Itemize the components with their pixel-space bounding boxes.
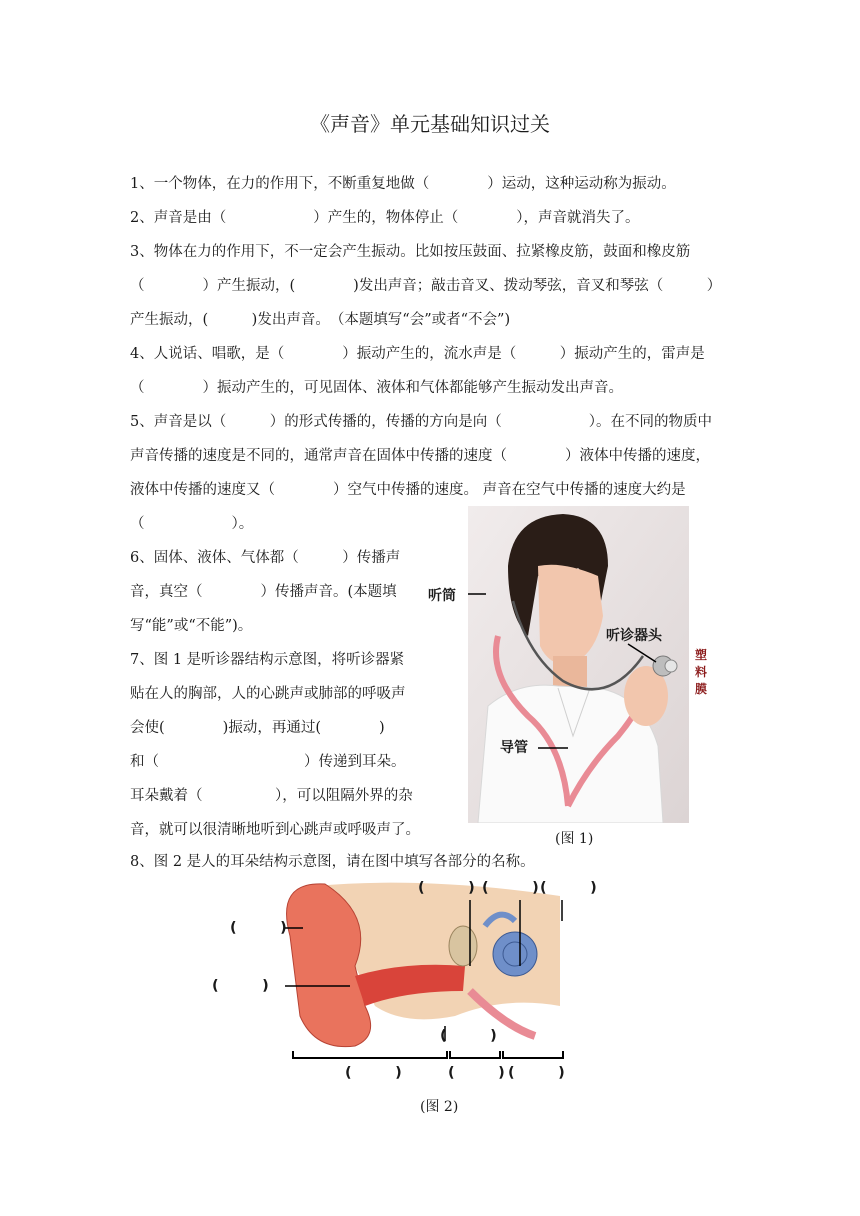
question-7-line-4: 和（ ）传递到耳朵。	[130, 754, 406, 770]
question-3-line-3: 产生振动，( )发出声音。 （本题填写“会”或者“不会”)	[130, 312, 511, 328]
question-2: 2、声音是由（ ）产生的，物体停止（ ），声音就消失了。	[130, 210, 640, 226]
question-3-line-1: 3、物体在力的作用下，不一定会产生振动。比如按压鼓面、拉紧橡皮筋，鼓面和橡皮筋	[130, 244, 691, 260]
chestpiece-label: 听诊器头	[606, 628, 662, 644]
question-6-line-3: 写“能”或“不能”)。	[130, 618, 253, 634]
question-5-line-4: （ ）。	[130, 516, 254, 532]
question-5-line-2: 声音传播的速度是不同的，通常声音在固体中传播的速度（ ）液体中传播的速度，	[130, 448, 710, 464]
ear-blank-auricle: ( )	[230, 920, 287, 936]
question-7-line-3: 会使( )振动，再通过( )	[130, 720, 385, 736]
ear-blank-canal: ( )	[212, 978, 269, 994]
ear-blank-tube: ( )	[440, 1028, 497, 1044]
figure-2-caption: (图 2)	[420, 1099, 459, 1115]
page-title: 《声音》单元基础知识过关	[310, 112, 550, 136]
ear-blank-top-2: ( )	[482, 880, 539, 896]
question-1: 1、一个物体，在力的作用下，不断重复地做（ ）运动，这种运动称为振动。	[130, 176, 676, 192]
question-8: 8、图 2 是人的耳朵结构示意图，请在图中填写各部分的名称。	[130, 854, 535, 870]
ear-blank-top-1: ( )	[418, 880, 475, 896]
question-4-line-2: （ ）振动产生的，可见固体、液体和气体都能够产生振动发出声音。	[130, 380, 623, 396]
membrane-label-2: 料	[695, 665, 708, 679]
question-4-line-1: 4、人说话、唱歌，是（ ）振动产生的，流水声是（ ）振动产生的，雷声是	[130, 346, 705, 362]
figure-1-caption: (图 1)	[555, 831, 594, 847]
stethoscope-photo	[468, 506, 689, 823]
earpiece-label: 听筒	[428, 588, 456, 604]
ear-blank-outer-ear: ( )	[345, 1065, 402, 1081]
ear-blank-inner-ear: ( )	[508, 1065, 565, 1081]
tube-label: 导管	[500, 740, 528, 756]
question-7-line-1: 7、图 1 是听诊器结构示意图，将听诊器紧	[130, 652, 405, 668]
question-7-line-6: 音，就可以很清晰地听到心跳声或呼吸声了。	[130, 822, 420, 838]
ear-blank-top-3: ( )	[540, 880, 597, 896]
question-6-line-2: 音，真空（ ）传播声音。(本题填	[130, 584, 397, 600]
membrane-label-3: 膜	[695, 682, 708, 696]
question-6-line-1: 6、固体、液体、气体都（ ）传播声	[130, 550, 401, 566]
question-7-line-2: 贴在人的胸部，人的心跳声或肺部的呼吸声	[130, 686, 406, 702]
ear-diagram	[205, 876, 655, 1086]
question-5-line-1: 5、声音是以（ ）的形式传播的，传播的方向是向（ ）。在不同的物质中	[130, 414, 712, 430]
question-7-line-5: 耳朵戴着（ ），可以阻隔外界的杂	[130, 788, 413, 804]
question-3-line-2: （ ）产生振动，( )发出声音；敲击音叉、拨动琴弦，音叉和琴弦（ ）	[130, 278, 722, 294]
question-5-line-3: 液体中传播的速度又（ ）空气中传播的速度。 声音在空气中传播的速度大约是	[130, 482, 686, 498]
ear-blank-middle-ear: ( )	[448, 1065, 505, 1081]
membrane-label-1: 塑	[695, 648, 708, 662]
